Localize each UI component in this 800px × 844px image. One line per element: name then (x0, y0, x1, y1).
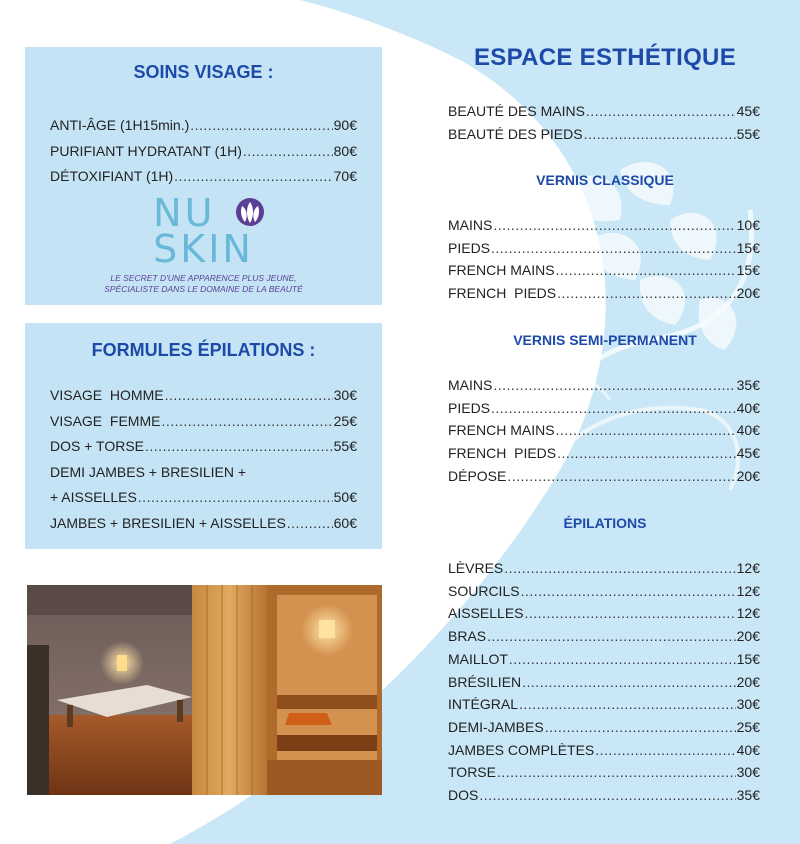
leader-dots (174, 164, 332, 190)
leader-dots (595, 739, 735, 762)
item-name: + AISSELLES (50, 489, 137, 505)
item-name: DEMI JAMBES + BRESILIEN + (50, 463, 247, 480)
item-name: FRENCH PIEDS (448, 285, 557, 302)
item-price: 30€ (736, 764, 760, 781)
price-row (448, 625, 760, 648)
price-row (448, 761, 760, 784)
leader-dots (493, 214, 735, 237)
price-row (448, 602, 760, 625)
item-price: 40€ (736, 399, 760, 416)
item-price: 30€ (736, 696, 760, 713)
price-row (448, 259, 760, 282)
price-row (50, 485, 357, 511)
leader-dots (525, 602, 736, 625)
leader-dots (243, 139, 333, 165)
leader-dots (586, 100, 736, 123)
item-price: 10€ (736, 217, 760, 233)
price-row (448, 580, 760, 603)
price-row (448, 419, 760, 442)
nuskin-logo (25, 191, 382, 295)
item-name: AISSELLES (448, 605, 524, 622)
price-row (448, 397, 760, 420)
leader-dots (522, 671, 736, 694)
item-name: ANTI-ÂGE (1H15min.) (50, 117, 190, 133)
price-row (448, 716, 760, 739)
leader-dots (507, 465, 735, 488)
price-row (448, 100, 760, 123)
item-price: 60€ (333, 514, 357, 531)
price-row (448, 671, 760, 694)
leader-dots (138, 485, 333, 511)
formules-epilations-panel (25, 323, 382, 549)
item-name: FRENCH MAINS (448, 422, 555, 439)
leader-dots (287, 511, 333, 537)
item-name: BEAUTÉ DES PIEDS (448, 125, 583, 142)
item-price: 15€ (736, 262, 760, 279)
brand-word-2: SKIN (153, 227, 254, 271)
price-row (50, 113, 357, 139)
leader-dots (556, 419, 736, 442)
item-name: MAINS (448, 377, 493, 393)
leader-dots (557, 442, 736, 465)
leader-dots (557, 282, 736, 305)
item-price: 20€ (736, 628, 760, 645)
item-price: 80€ (333, 142, 357, 159)
price-row (50, 511, 357, 537)
epilations-list (448, 557, 760, 807)
item-price: 40€ (736, 422, 760, 439)
item-name: DOS + TORSE (50, 438, 145, 454)
leader-dots (190, 113, 332, 139)
espace-list (448, 100, 760, 145)
item-name: BEAUTÉ DES MAINS (448, 103, 585, 119)
leader-dots (519, 693, 736, 716)
leader-dots (556, 259, 736, 282)
leader-dots (497, 761, 736, 784)
item-name: LÈVRES (448, 560, 504, 576)
leader-dots (491, 397, 736, 420)
item-name: PIEDS (448, 399, 491, 416)
leader-dots (584, 123, 736, 146)
item-price: 12€ (736, 582, 760, 599)
espace-esthetique-title: ESPACE ESTHÉTIQUE (473, 44, 737, 71)
leader-dots (487, 625, 736, 648)
formules-epilations-list (50, 383, 357, 536)
item-price: 25€ (736, 718, 760, 735)
item-name: MAINS (448, 217, 493, 233)
item-price: 35€ (736, 787, 760, 804)
price-row (50, 460, 357, 486)
item-name: JAMBES + BRESILIEN + AISSELLES (50, 514, 286, 531)
item-name: DOS (448, 787, 479, 804)
item-price: 45€ (736, 103, 760, 119)
item-price: 55€ (333, 438, 357, 454)
price-row (448, 784, 760, 807)
item-name: JAMBES COMPLÈTES (448, 741, 595, 758)
item-price: 20€ (736, 467, 760, 484)
item-name: FRENCH MAINS (448, 262, 555, 279)
price-row (448, 739, 760, 762)
vernis-semi-list (448, 374, 760, 488)
item-name: BRAS (448, 628, 487, 645)
item-name: SOURCILS (448, 582, 520, 599)
price-row (448, 374, 760, 397)
item-price: 20€ (736, 673, 760, 690)
item-name: PIEDS (448, 239, 491, 256)
price-row (50, 409, 357, 435)
item-name: TORSE (448, 764, 496, 781)
vernis-classique-list (448, 214, 760, 305)
item-price: 90€ (333, 117, 357, 133)
item-name: BRÉSILIEN (448, 673, 522, 690)
epilations-title: ÉPILATIONS (563, 515, 647, 531)
price-row (50, 139, 357, 165)
item-price: 15€ (736, 239, 760, 256)
price-row (448, 442, 760, 465)
price-row (448, 648, 760, 671)
price-row (448, 214, 760, 237)
item-price: 20€ (736, 285, 760, 302)
item-name: INTÉGRAL (448, 696, 519, 713)
item-name: VISAGE HOMME (50, 387, 164, 403)
item-price: 40€ (736, 741, 760, 758)
price-row (448, 465, 760, 488)
item-price: 45€ (736, 445, 760, 462)
leader-dots (479, 784, 735, 807)
leader-dots (504, 557, 735, 580)
price-row (448, 693, 760, 716)
price-row (448, 557, 760, 580)
item-price: 12€ (736, 605, 760, 622)
item-name: DÉPOSE (448, 467, 507, 484)
brand-tagline-line-2: SPÉCIALISTE DANS LE DOMAINE DE LA BEAUTÉ (104, 284, 303, 294)
leader-dots (509, 648, 736, 671)
brand-tagline (25, 273, 382, 295)
soins-visage-panel (25, 47, 382, 305)
vernis-classique-title: VERNIS CLASSIQUE (536, 172, 674, 188)
leader-dots (545, 716, 736, 739)
leader-dots (165, 383, 333, 409)
item-name: FRENCH PIEDS (448, 445, 557, 462)
item-price: 15€ (736, 650, 760, 667)
item-name: DEMI-JAMBES (448, 718, 544, 735)
leader-dots (161, 409, 332, 435)
soins-visage-title: SOINS VISAGE : (133, 62, 274, 82)
leader-dots (145, 434, 333, 460)
item-price: 35€ (736, 377, 760, 393)
item-price: 50€ (333, 489, 357, 505)
item-price: 55€ (736, 125, 760, 142)
item-price: 70€ (333, 168, 357, 184)
brand-word-1: NU (153, 191, 216, 235)
vernis-semi-permanent-title: VERNIS SEMI-PERMANENT (513, 332, 697, 348)
item-price: 30€ (333, 387, 357, 403)
price-row (448, 237, 760, 260)
price-row (50, 383, 357, 409)
item-price: 25€ (333, 412, 357, 429)
price-row (448, 282, 760, 305)
brand-tagline-line-1: LE SECRET D'UNE APPARENCE PLUS JEUNE, (110, 273, 297, 283)
nuskin-emblem-icon (235, 197, 265, 227)
item-name: DÉTOXIFIANT (1H) (50, 168, 174, 184)
price-row (448, 123, 760, 146)
sauna-photo (27, 585, 382, 795)
price-row (50, 434, 357, 460)
leader-dots (493, 374, 735, 397)
leader-dots (491, 237, 736, 260)
item-name: MAILLOT (448, 650, 508, 667)
price-row (50, 164, 357, 190)
item-price: 12€ (736, 560, 760, 576)
leader-dots (521, 580, 736, 603)
formules-epilations-title: FORMULES ÉPILATIONS : (91, 340, 316, 360)
nuskin-wordmark (153, 191, 254, 271)
soins-visage-list (50, 113, 357, 190)
item-name: VISAGE FEMME (50, 412, 161, 429)
item-name: PURIFIANT HYDRATANT (1H) (50, 142, 242, 159)
